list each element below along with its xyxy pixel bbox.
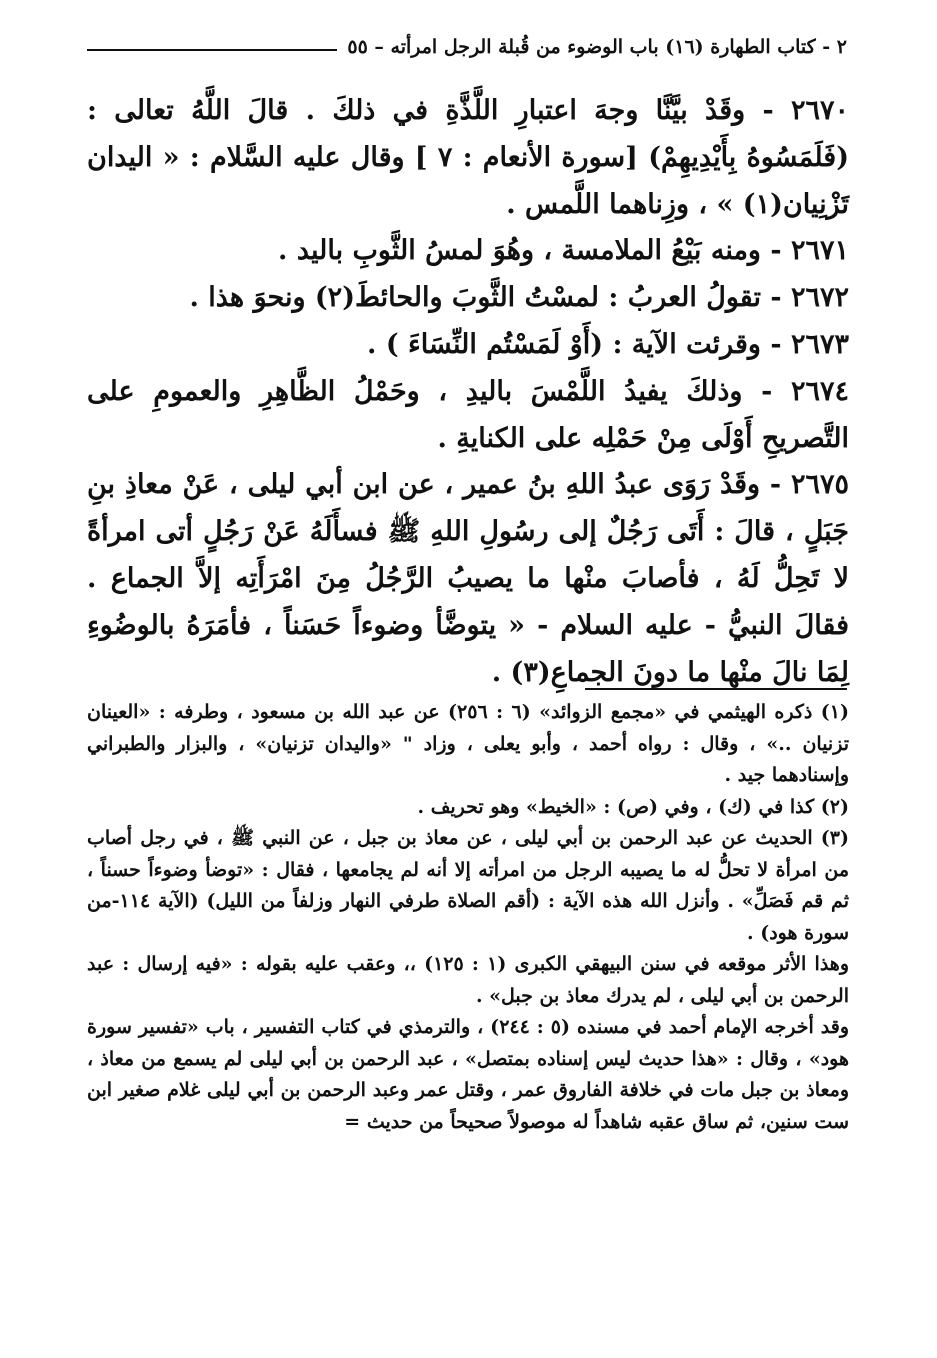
paragraph-2670: ٢٦٧٠ - وقَدْ بيَّنَّا وجهَ اعتبارِ اللَّذَّةِ في ذلكَ . قالَ اللَّهُ تعالى : (فَلَمَسُوهُ بِأَيْدِيهِمْ) [سورة الأنعام : ٧ ] وقال عليه السَّلام : « اليدان تَزْنِيان(١) » ، وزِناهما اللَّمس . — [87, 95, 849, 220]
paragraph-2672: ٢٦٧٢ - تقولُ العربُ : لمسْتُ الثَّوبَ والحائطَ(٢) ونحوَ هذا . — [189, 282, 849, 314]
footnote-1: (١) ذكره الهيثمي في «مجمع الزوائد» (٦ : ٢٥٦) عن عبد الله بن مسعود ، وطرفه : «العينان تزنيان ..» ، وقال : رواه أحمد ، وأبو يعلى ، وزاد " «واليدان تزنيان» ، والبزار والطبراني وإسنادهما جيد . — [87, 701, 850, 786]
paragraph-2675: ٢٦٧٥ - وقَدْ رَوَى عبدُ اللهِ بنُ عمير ، عن ابن أبي ليلى ، عَنْ معاذِ بنِ جَبَلٍ ، قالَ : أَتَى رَجُلٌ إلى رسُولِ اللهِ ﷺ فسأَلَهُ عَنْ رَجُلٍ أتى امرأةً لا تَحِلُّ لَهُ ، فأصابَ منْها ما يصيبُ الرَّجُلُ مِنَ امْرَأَتِه إلاَّ الجماع . فقالَ النبيُّ - عليه السلام - « يتوضَّأ وضوءاً حَسَناً ، فأمَرَهُ بالوضُوءِ لِمَا نالَ منْها ما دونَ الجماعِ(٣) . — [87, 469, 850, 688]
footnote-3-continuation-ahmad: وقد أخرجه الإمام أحمد في مسنده (٥ : ٢٤٤) ، والترمذي في كتاب التفسير ، باب «تفسير سورة هود» ، وقال : «هذا حديث ليس إسناده بمتصل» ، عبد الرحمن بن أبي ليلى لم يسمع من معاذ ، ومعاذ بن جبل مات في خلافة الفاروق عمر ، وقتل عمر وعبد الرحمن بن أبي ليلى غلام صغير ابن ست سنين، ثم ساق عقبه شاهداً له موصولاً صحيحاً من حديث = — [87, 1016, 849, 1133]
footnote-2: (٢) كذا في (ك) ، وفي (ص) : «الخيط» وهو تحريف . — [417, 795, 849, 818]
footnotes — [87, 697, 849, 1138]
paragraph-2674: ٢٦٧٤ - وذلكَ يفيدُ اللَّمْسَ باليدِ ، وحَمْلُ الظَّاهِرِ والعمومِ على التَّصريحِ أَوْلَى مِنْ حَمْلِه على الكنايةِ . — [87, 375, 849, 454]
footnote-3: (٣) الحديث عن عبد الرحمن بن أبي ليلى ، عن معاذ بن جبل ، عن النبي ﷺ ، في رجل أصاب من امرأة لا تحلُّ له ما يصيبه الرجل من امرأته إلا أنه لم يجامعها ، فقال : «توضأ وضوءاً حسناً ، ثم قم فَصَلِّ» . وأنزل الله هذه الآية : (أقم الصلاة طرفي النهار وزلفاً من الليل) (الآية ١١٤-من سورة هود) . — [87, 827, 849, 944]
running-header-title: ٢ - كتاب الطهارة (١٦) باب الوضوء من قُبلة الرجل امرأته – ٥٥ — [347, 36, 847, 58]
paragraph-2671: ٢٦٧١ - ومنه بَيْعُ الملامسة ، وهُوَ لمسُ الثَّوبِ باليد . — [278, 235, 849, 267]
footnote-separator — [585, 688, 847, 690]
paragraph-2673: ٢٦٧٣ - وقرئت الآية : (أَوْ لَمَسْتُم النِّسَاءَ ) . — [367, 328, 849, 360]
header-rule — [87, 49, 337, 51]
main-text — [87, 88, 849, 696]
running-header — [87, 30, 847, 64]
footnote-3-continuation-bayhaqi: وهذا الأثر موقعه في سنن البيهقي الكبرى (١ : ١٢٥) ،، وعقب عليه بقوله : «فيه إرسال : عبد الرحمن بن أبي ليلى ، لم يدرك معاذ بن جبل» . — [87, 953, 849, 1007]
